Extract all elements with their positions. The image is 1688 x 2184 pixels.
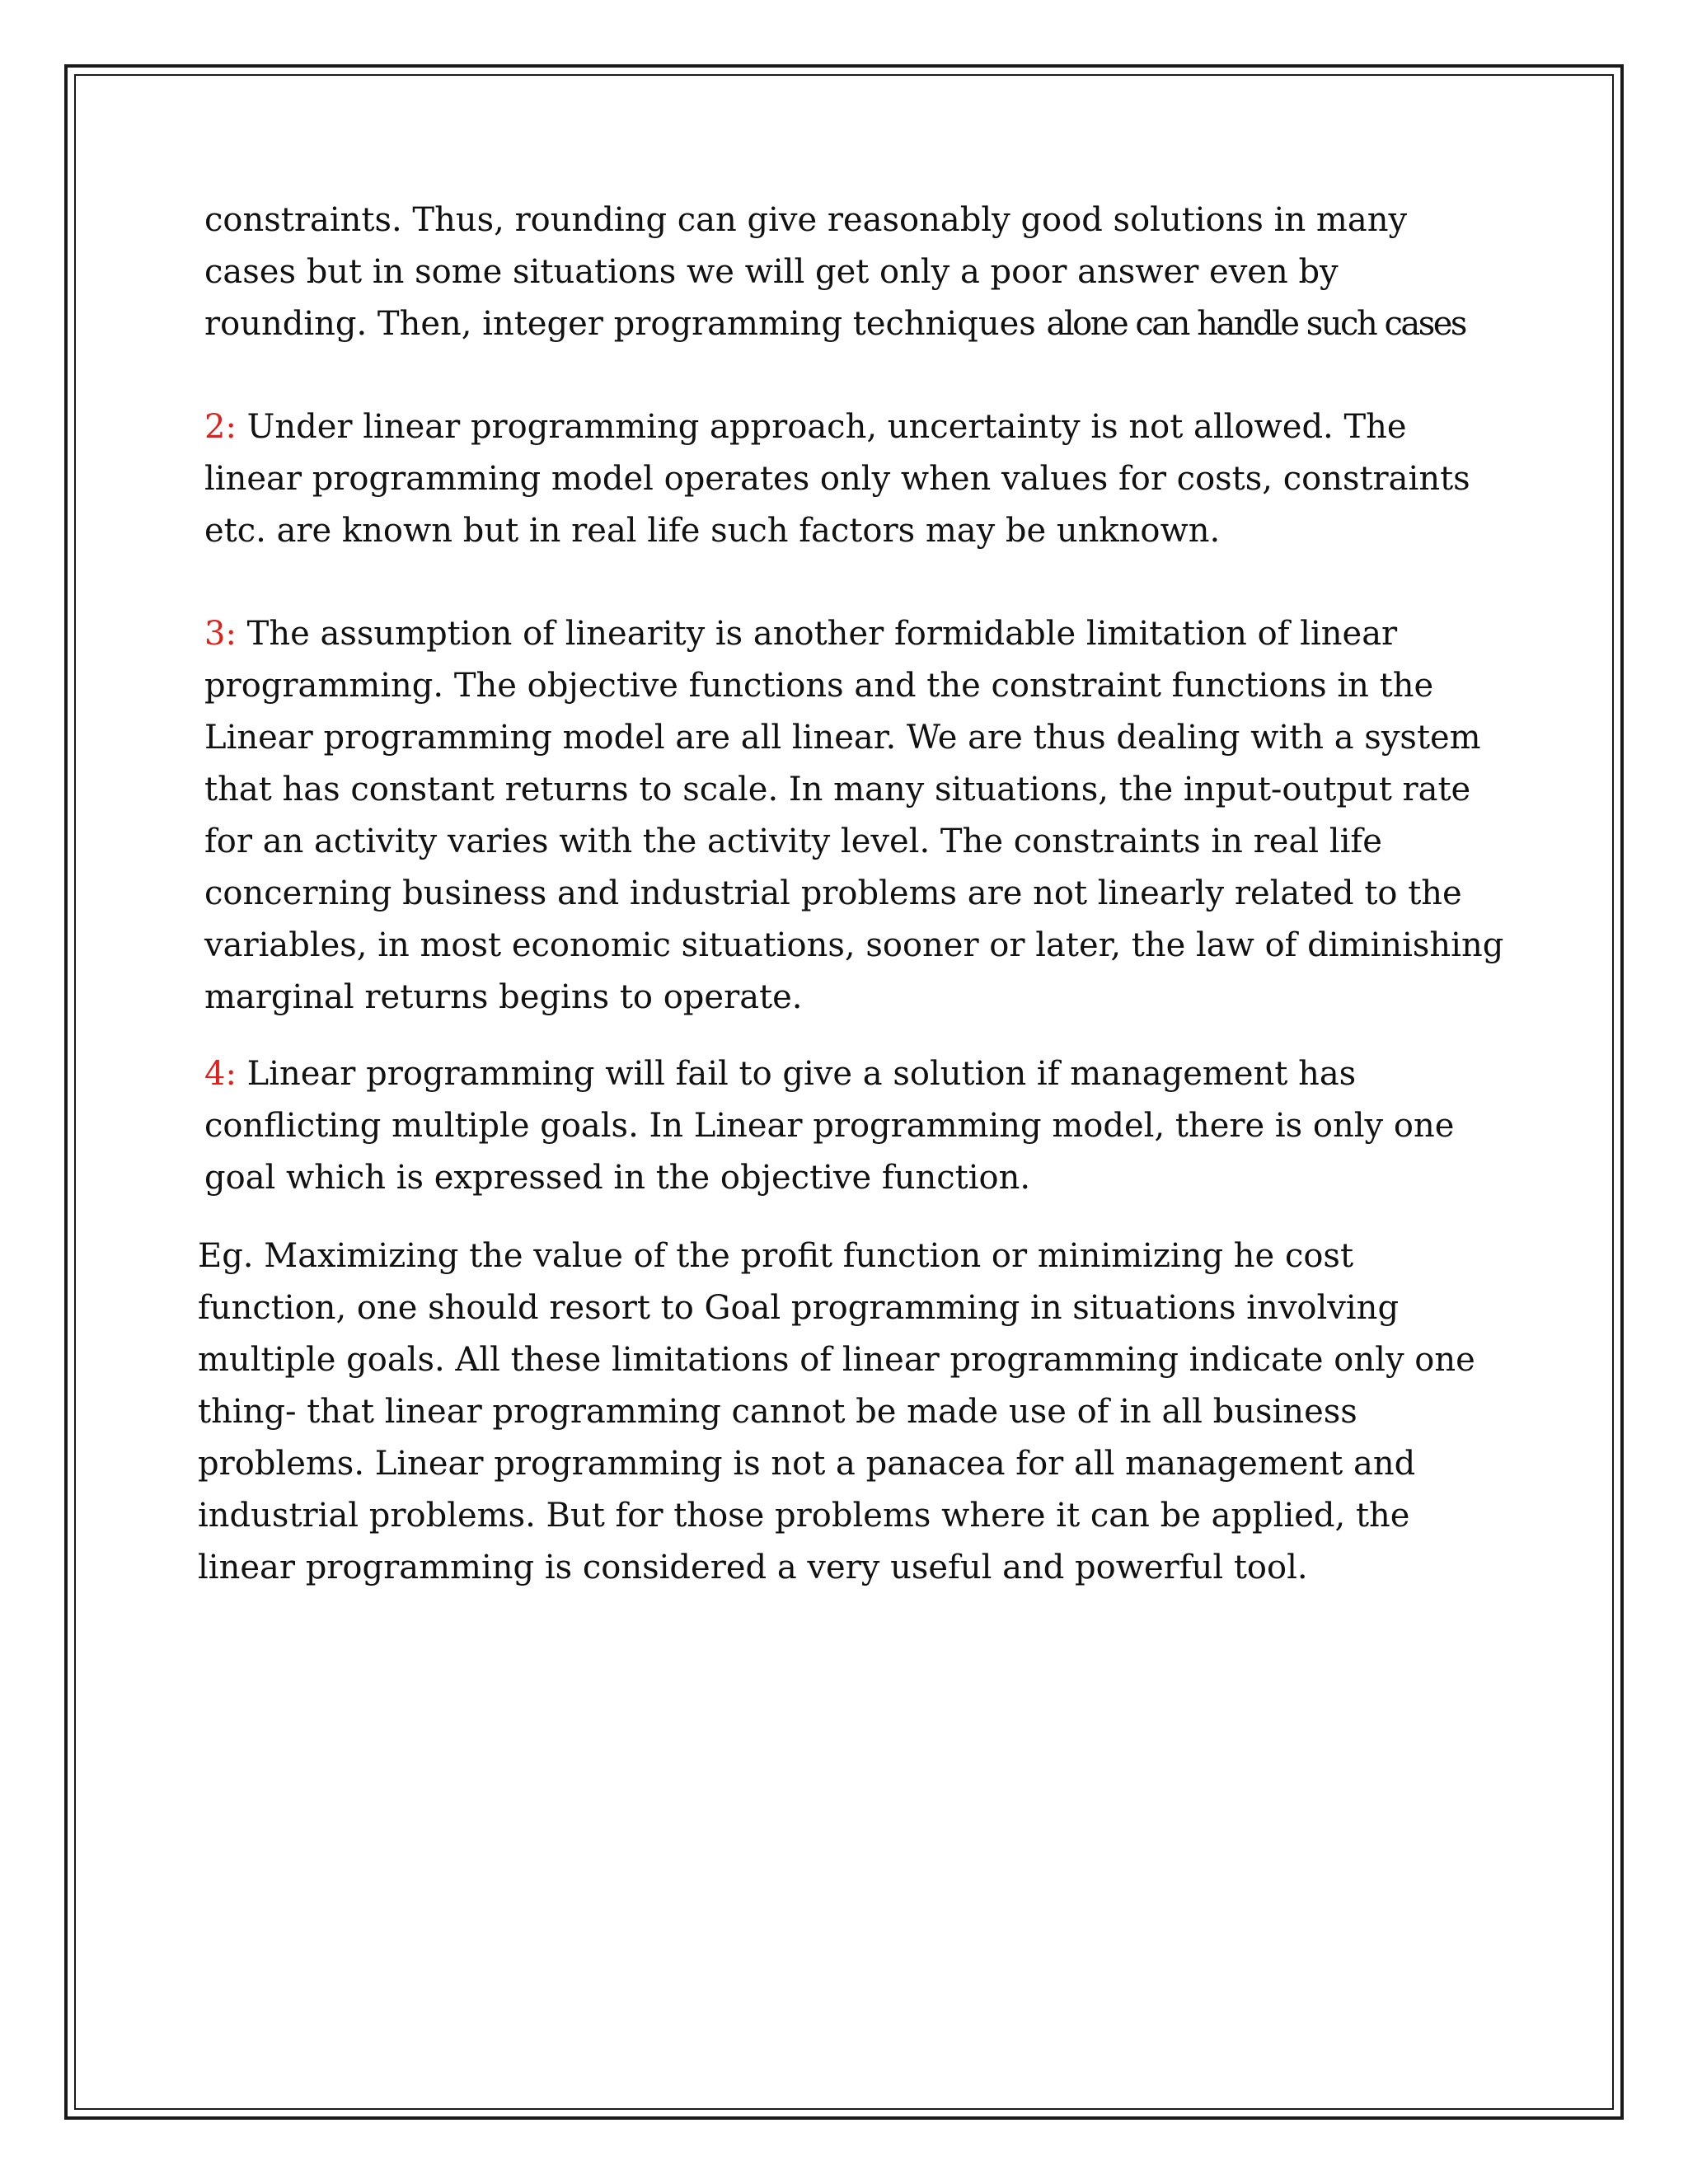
paragraph-intro	[204, 194, 1507, 350]
paragraph-point-3	[204, 608, 1507, 1024]
paragraph-intro-text: constraints. Thus, rounding can give reasonably good solutions in many cases but in some situations we will get only a poor answer even by rounding. Then, integer programming techniques	[204, 201, 1408, 343]
document-body	[198, 194, 1507, 1594]
point-text: Under linear programming approach, uncertainty is not allowed. The linear programming model operates only when values for costs, constraints etc. are known but in real life such factors may be unknown.	[204, 408, 1470, 550]
paragraph-point-2	[204, 401, 1507, 557]
paragraph-intro-condensed-text: alone can handle such cases	[1046, 305, 1465, 343]
point-text: Linear programming will fail to give a solution if management has conflicting multiple goals. In Linear programming model, there is only one goal which is expressed in the objective function.	[204, 1055, 1455, 1197]
point-text: The assumption of linearity is another formidable limitation of linear programming. The objective functions and the constraint functions in the Linear programming model are all linear. We are thus dealing with a system that has constant returns to scale. In many situations, the input-output rate for an activity varies with the activity level. The constraints in real life concerning business and industrial problems are not linearly related to the variables, in most economic situations, sooner or later, the law of diminishing marginal returns begins to operate.	[204, 615, 1504, 1016]
point-number: 4:	[204, 1055, 237, 1093]
paragraph-point-4	[204, 1048, 1507, 1204]
point-number: 2:	[204, 408, 237, 446]
paragraph-conclusion	[198, 1230, 1507, 1594]
conclusion-text: Eg. Maximizing the value of the profit function or minimizing he cost function, one should resort to Goal programming in situations involving multiple goals. All these limitations of linear programming indicate only one thing- that linear programming cannot be made use of in all business problems. Linear programming is not a panacea for all management and industrial problems. But for those problems where it can be applied, the linear programming is considered a very useful and powerful tool.	[198, 1237, 1475, 1586]
point-number: 3:	[204, 615, 237, 653]
